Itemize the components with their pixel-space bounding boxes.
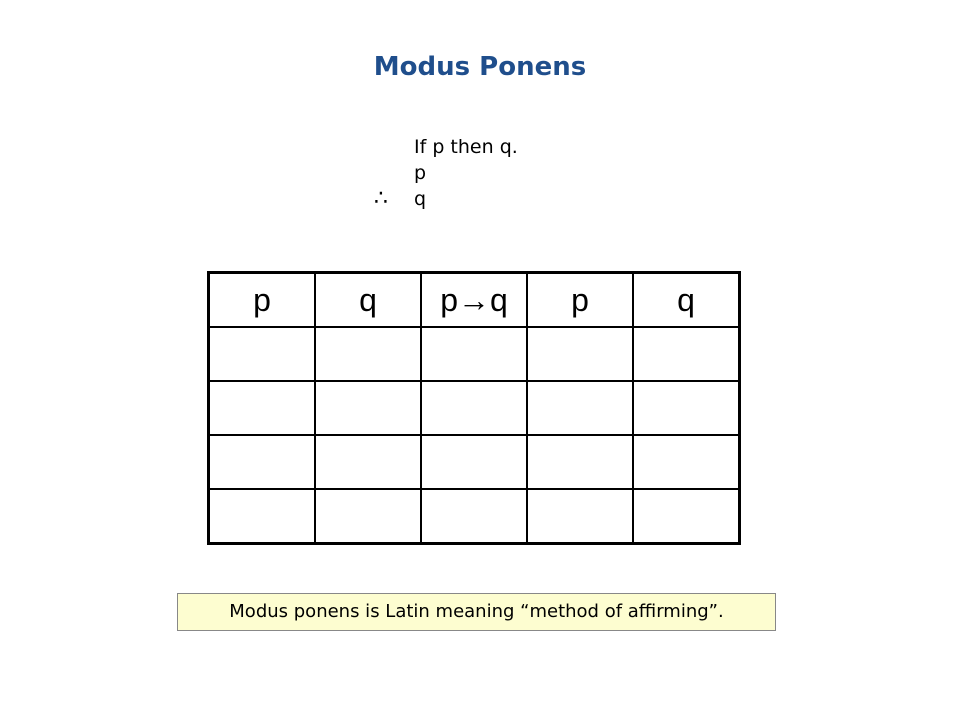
header-p: p (209, 273, 316, 328)
premise-line-2 (370, 160, 518, 186)
table-row (209, 327, 740, 381)
table-row (209, 381, 740, 435)
table-cell (209, 381, 316, 435)
slide-title: Modus Ponens (373, 52, 587, 82)
table-cell (209, 489, 316, 544)
table-cell (633, 435, 740, 489)
header-q: q (315, 273, 421, 328)
table-cell (633, 327, 740, 381)
table-row (209, 489, 740, 544)
argument-block (370, 134, 518, 212)
header-p-2: p (527, 273, 633, 328)
premise-line-1 (370, 134, 518, 160)
table-cell (315, 381, 421, 435)
table-cell (527, 435, 633, 489)
table-cell (633, 489, 740, 544)
table-cell (527, 489, 633, 544)
conclusion-line (370, 186, 518, 212)
table-cell (315, 489, 421, 544)
table-cell (527, 327, 633, 381)
table-cell (315, 435, 421, 489)
table-cell (527, 381, 633, 435)
table-cell (209, 435, 316, 489)
table-cell (421, 381, 527, 435)
conclusion: q (414, 188, 427, 210)
truth-table-header-row (209, 273, 740, 328)
premise-2: p (414, 162, 427, 184)
definition-note: Modus ponens is Latin meaning “method of affirming”. (177, 593, 776, 631)
table-cell (421, 327, 527, 381)
therefore-icon: ∴ (374, 186, 388, 211)
header-q-2: q (633, 273, 740, 328)
table-cell (633, 381, 740, 435)
table-cell (421, 435, 527, 489)
header-p-implies-q: p→q (421, 273, 527, 328)
table-row (209, 435, 740, 489)
table-cell (315, 327, 421, 381)
premise-1: If p then q. (414, 136, 518, 158)
table-cell (421, 489, 527, 544)
table-cell (209, 327, 316, 381)
truth-table (207, 271, 741, 545)
